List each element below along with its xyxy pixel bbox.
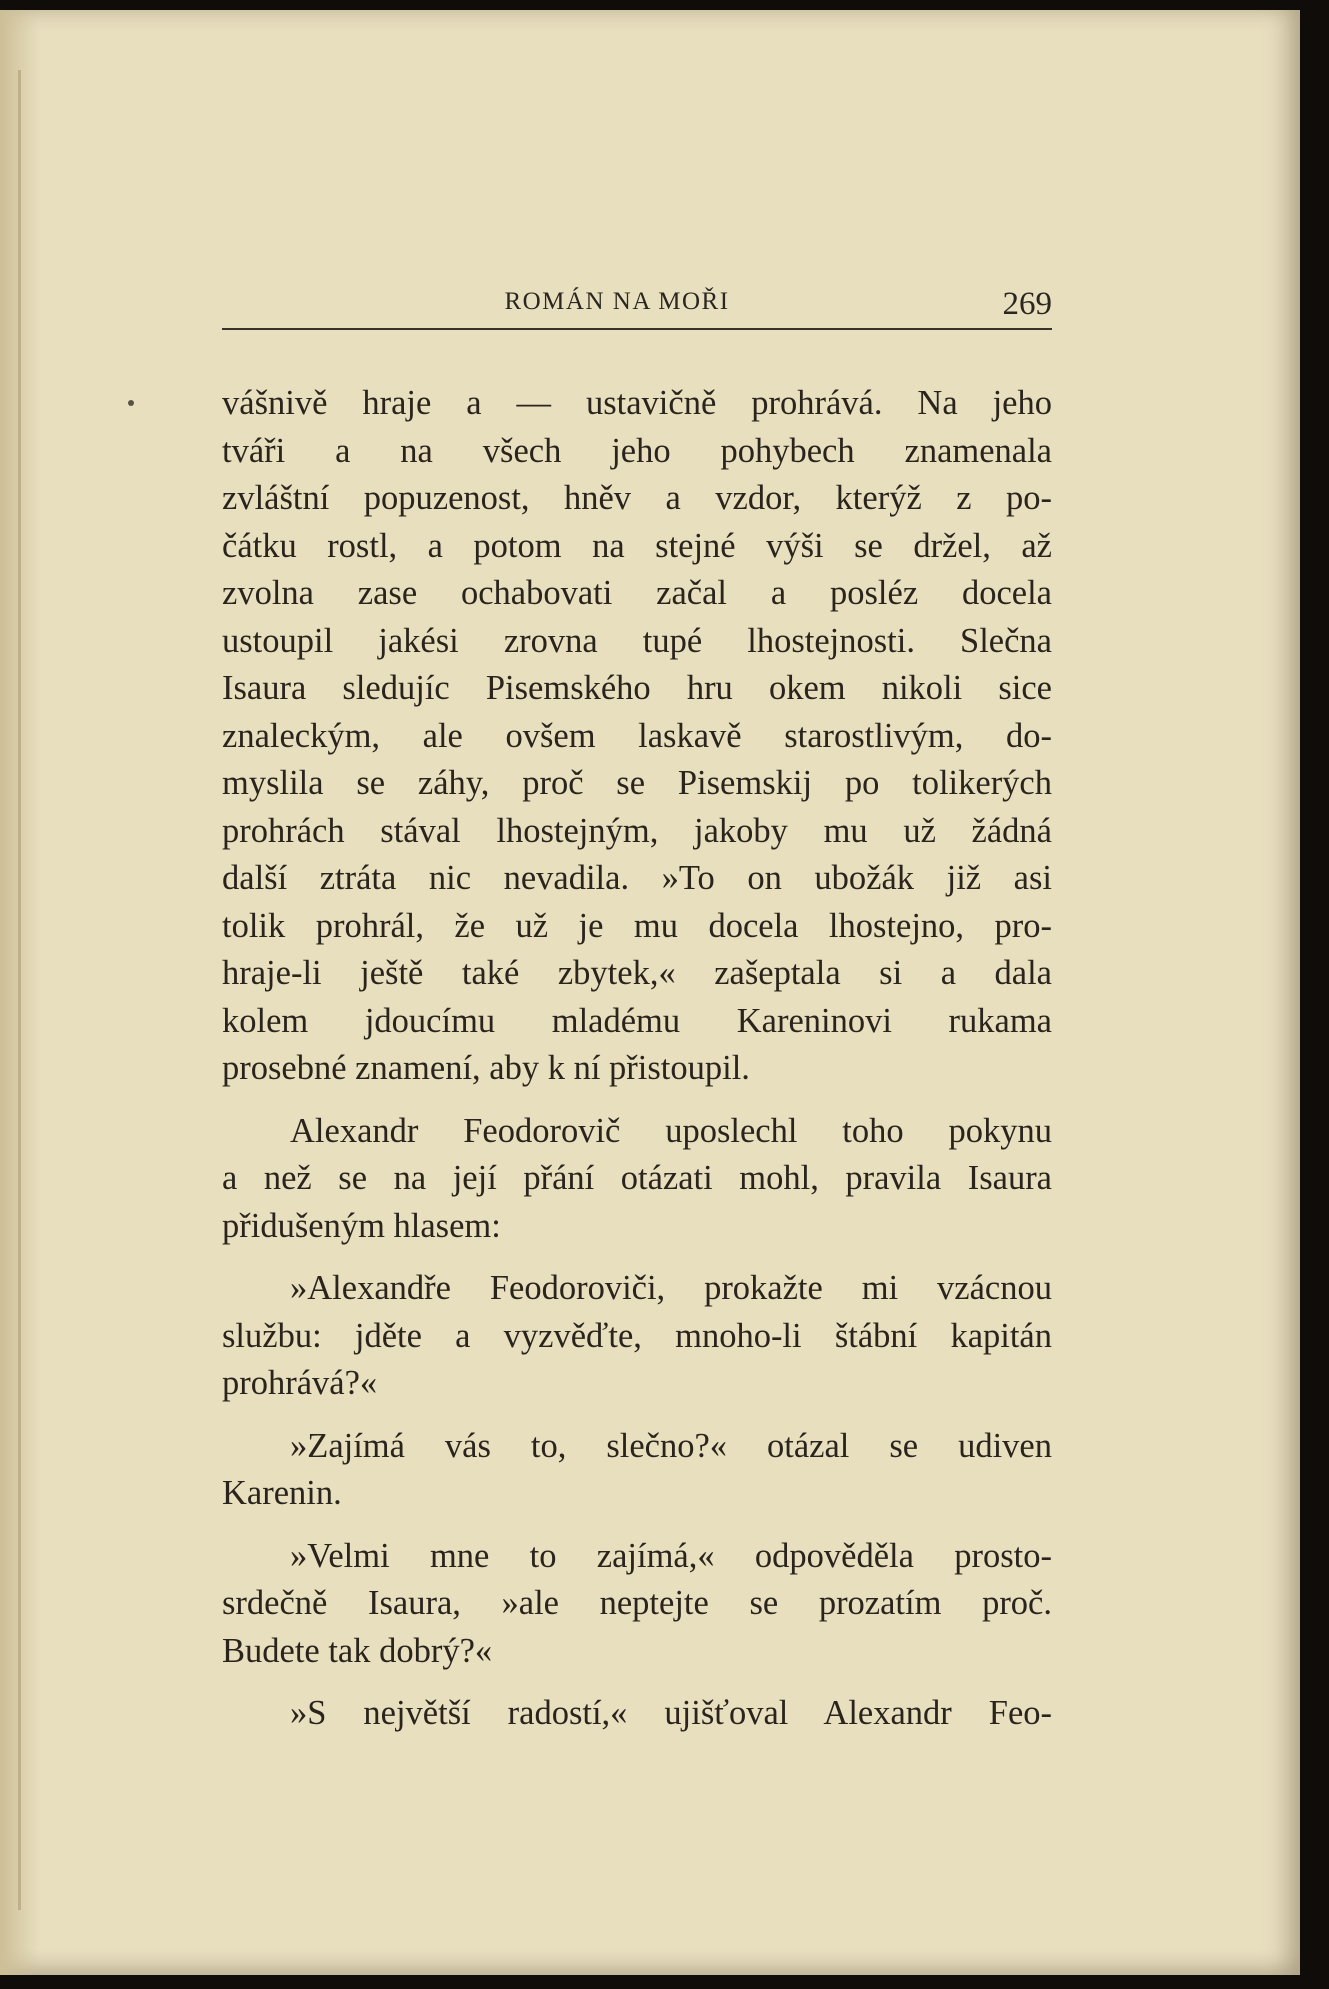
text-line: Isaura sledujíc Pisemského hru okem nikoli sice <box>222 669 1052 707</box>
text-line: Budete tak dobrý?« <box>222 1631 493 1670</box>
text-line: »Velmi mne to zajímá,« odpověděla prosto- <box>290 1536 1052 1575</box>
paragraph-5 <box>222 1533 1052 1676</box>
gutter-line <box>18 70 21 1910</box>
text-line: myslila se záhy, proč se Pisemskij po tolikerých <box>222 764 1052 802</box>
text-line: prohrách stával lhostejným, jakoby mu už žádná <box>222 811 1052 850</box>
text-line: »Zajímá vás to, slečno?« otázal se udiven <box>290 1426 1052 1465</box>
paragraph-2 <box>222 1108 1052 1251</box>
body-text <box>222 380 1052 1738</box>
text-line: »Alexandře Feodoroviči, prokažte mi vzácnou <box>290 1269 1052 1307</box>
paragraph-3 <box>222 1265 1052 1408</box>
paragraph-6 <box>222 1690 1052 1738</box>
text-line: čátku rostl, a potom na stejné výši se držel, až <box>222 526 1052 565</box>
text-line: srdečně Isaura, »ale neptejte se prozatím proč. <box>222 1584 1052 1622</box>
text-line: ustoupil jakési zrovna tupé lhostejnosti. Slečna <box>222 621 1052 660</box>
running-head <box>222 278 1052 330</box>
text-line: a než se na její přání otázati mohl, pravila Isaura <box>222 1159 1052 1197</box>
text-line: přidušeným hlasem: <box>222 1206 501 1245</box>
text-line: Alexandr Feodorovič uposlechl toho pokynu <box>290 1111 1052 1150</box>
text-line: tolik prohrál, že už je mu docela lhostejno, pro- <box>222 906 1052 945</box>
text-line: prohrává?« <box>222 1364 378 1402</box>
text-line: Karenin. <box>222 1474 342 1512</box>
running-title: ROMÁN NA MOŘI <box>504 288 730 315</box>
text-line: »S největší radostí,« ujišťoval Alexandr Feo- <box>290 1694 1052 1732</box>
text-line: tváři a na všech jeho pohybech znamenala <box>222 431 1052 470</box>
text-line: znaleckým, ale ovšem laskavě starostlivým, do- <box>222 716 1052 755</box>
page-number: 269 <box>1002 286 1052 322</box>
text-line: hraje-li ještě také zbytek,« zašeptala si a dala <box>222 954 1052 992</box>
text-line: další ztráta nic nevadila. »To on ubožák již asi <box>222 859 1052 897</box>
text-line: vášnivě hraje a — ustavičně prohrává. Na jeho <box>222 384 1052 422</box>
text-line: kolem jdoucímu mladému Kareninovi rukama <box>222 1001 1052 1040</box>
text-line: zvláštní popuzenost, hněv a vzdor, kterýž z po- <box>222 479 1052 517</box>
text-line: službu: jděte a vyzvěďte, mnoho-li štábní kapitán <box>222 1316 1052 1355</box>
paragraph-4 <box>222 1423 1052 1518</box>
text-line: prosebné znamení, aby k ní přistoupil. <box>222 1049 750 1087</box>
margin-speck <box>128 400 134 406</box>
paragraph-1 <box>222 380 1052 1093</box>
text-line: zvolna zase ochabovati začal a posléz docela <box>222 574 1052 612</box>
